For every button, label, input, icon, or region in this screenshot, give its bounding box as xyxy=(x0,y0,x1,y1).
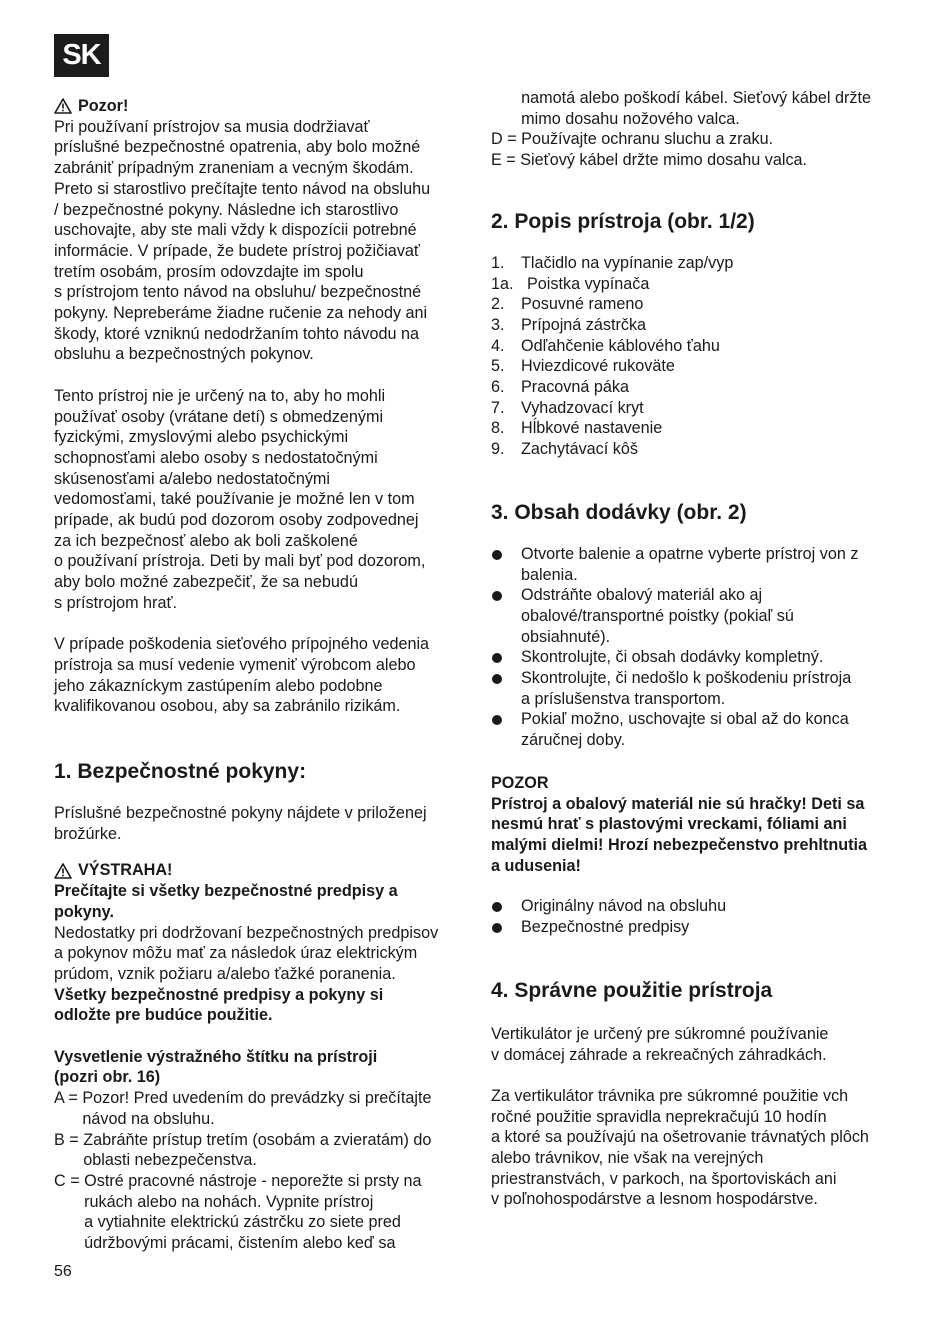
list-item: 5. Hviezdicové rukoväte xyxy=(491,357,675,376)
caution-text: Prístroj a obalový materiál nie sú hračky! Deti sa nesmú hrať s plastovými vreckami, fóliami ani malými dielmi! Hrozí nebezpečenstvo prehltnutia a udusenia! xyxy=(491,794,867,875)
warning-bold-2: Všetky bezpečnostné predpisy a pokyny si odložte pre budúce použitie. xyxy=(54,985,384,1025)
list-item: 7. Vyhadzovací kryt xyxy=(491,398,644,417)
caution-heading xyxy=(54,96,469,117)
label-item-a: A = Pozor! Pred uvedením do prevádzky si prečítajte návod na obsluhu. xyxy=(54,1089,432,1128)
children-paragraph: Tento prístroj nie je určený na to, aby ho mohli používať osoby (vrátane detí) s obmedzenými fyzickými, zmyslovými alebo psychickými schopnosťami alebo osoby s nedostatočnými skúsenosťami a/alebo nedostatočnými vedomosťami, také používanie je možné len v tom prípade, ak budú pod dozorom osoby zodpovednej za ich bezpečnosť alebo ak boli zaškolené o používaní prístroja. Deti by mali byť pod dozorom, aby bolo možné zabezpečiť, že sa nebudú s prístrojom hrať. xyxy=(54,386,426,612)
bullet-icon xyxy=(491,896,521,917)
list-item: 2. Posuvné rameno xyxy=(491,295,644,314)
section-2-title: 2. Popis prístroja (obr. 1/2) xyxy=(491,209,755,233)
list-item: Pokiaľ možno, uschovajte si obal až do konca záručnej doby. xyxy=(491,709,906,750)
list-item: 1. Tlačidlo na vypínanie zap/vyp xyxy=(491,253,734,272)
list-item: 6. Pracovná páka xyxy=(491,378,629,397)
page-number: 56 xyxy=(54,1263,72,1280)
list-item: 4. Odľahčenie káblového ťahu xyxy=(491,336,720,355)
warning-triangle-icon xyxy=(54,863,72,879)
warning-text: Nedostatky pri dodržovaní bezpečnostných predpisov a pokynov môžu mať za následok úraz elektrickým prúdom, vznik požiaru a/alebo ťažké poranenia. xyxy=(54,923,439,983)
left-column xyxy=(54,96,469,1254)
section-1-title: 1. Bezpečnostné pokyny: xyxy=(54,760,307,784)
warning-heading xyxy=(54,860,469,881)
list-item: Originálny návod na obsluhu xyxy=(491,896,906,917)
list-item: 3. Prípojná zástrčka xyxy=(491,315,647,334)
cable-paragraph: V prípade poškodenia sieťového prípojného vedenia prístroja sa musí vedenie vymeniť výrobcom alebo jeho zákazníckym zastúpením alebo podobne kvalifikovanou osobou, aby sa zabránilo rizikám. xyxy=(54,635,430,716)
section-3-title: 3. Obsah dodávky (obr. 2) xyxy=(491,500,747,524)
list-item: 8. Hĺbkové nastavenie xyxy=(491,419,663,438)
usage-paragraph-1: Vertikulátor je určený pre súkromné používanie v domácej záhrade a rekreačných záhradkách. xyxy=(491,1024,829,1064)
bullet-icon xyxy=(491,544,521,585)
intro-paragraph: Pri používaní prístrojov sa musia dodržiavať príslušné bezpečnostné opatrenia, aby bolo možné zabrániť prípadným zraneniam a vecným škodám. Preto si starostlivo prečítajte tento návod na obsluhu / bezpečnostné pokyny. Následne ich starostlivo uschovajte, aby ste mali vždy k dispozícii potrebné informácie. V prípade, že budete prístroj požičiavať tretím osobám, prosím odovzdajte im spolu s prístrojom tento návod na obsluhu/ bezpečnostné pokyny. Nepreberáme žiadne ručenie za nehody ani škody, ktoré vzniknú nedodržaním tohto návodu na obsluhu a bezpečnostných pokynov. xyxy=(54,117,431,364)
list-item: Skontrolujte, či obsah dodávky kompletný. xyxy=(491,647,906,668)
bullet-icon xyxy=(491,668,521,709)
caution-title: Pozor! xyxy=(78,97,129,115)
label-item-e: E = Sieťový kábel držte mimo dosahu valca. xyxy=(491,151,808,170)
bullet-icon xyxy=(491,647,521,668)
caution-label: POZOR xyxy=(491,773,549,792)
list-item: Otvorte balenie a opatrne vyberte prístroj von z balenia. xyxy=(491,544,906,585)
warning-triangle-icon xyxy=(54,98,72,114)
section-1-text: Príslušné bezpečnostné pokyny nájdete v priloženej brožúrke. xyxy=(54,804,427,843)
list-item: 9. Zachytávací kôš xyxy=(491,440,638,459)
bullet-icon xyxy=(491,585,521,647)
warning-title: VÝSTRAHA! xyxy=(78,861,173,880)
section-4-title: 4. Správne použitie prístroja xyxy=(491,978,773,1002)
list-item: 1a. Poistka vypínača xyxy=(491,274,650,293)
label-item-d: D = Používajte ochranu sluchu a zraku. xyxy=(491,130,774,149)
delivery-list xyxy=(491,544,906,751)
language-badge: SK xyxy=(54,34,109,77)
label-item-b: B = Zabráňte prístup tretím (osobám a zvieratám) do oblasti nebezpečenstva. xyxy=(54,1130,432,1170)
parts-list xyxy=(491,253,906,460)
bullet-icon xyxy=(491,709,521,750)
list-item: Bezpečnostné predpisy xyxy=(491,917,906,938)
list-item: Odstráňte obalový materiál ako aj obalové/transportné poistky (pokiaľ sú obsiahnuté). xyxy=(491,585,906,647)
warning-bold-1: Prečítajte si všetky bezpečnostné predpisy a pokyny. xyxy=(54,882,398,921)
label-explanation-title: Vysvetlenie výstražného štítku na prístroji (pozri obr. 16) xyxy=(54,1047,378,1087)
included-docs-list xyxy=(491,896,906,937)
label-item-c: C = Ostré pracovné nástroje - neporežte si prsty na rukách alebo na nohách. Vypnite prístroj a vytiahnite elektrickú zástrčku zo siete pred údržbovými prácami, čistením alebo keď sa xyxy=(54,1172,422,1253)
bullet-icon xyxy=(491,917,521,938)
list-item: Skontrolujte, či nedošlo k poškodeniu prístroja a príslušenstva transportom. xyxy=(491,668,906,709)
right-column xyxy=(491,88,906,1210)
usage-paragraph-2: Za vertikulátor trávnika pre súkromné použitie vch ročné použitie spravidla neprekračujú 10 hodín a ktoré sa používajú na ošetrovanie trávnatých plôch alebo trávnikov, nie však na verejných priestranstvách, v parkoch, na športoviskách ani v poľnohospodárstve a lesnom hospodárstve. xyxy=(491,1086,869,1209)
label-item-c-continued: namotá alebo poškodí kábel. Sieťový kábel držte mimo dosahu nožového valca. xyxy=(521,89,871,128)
